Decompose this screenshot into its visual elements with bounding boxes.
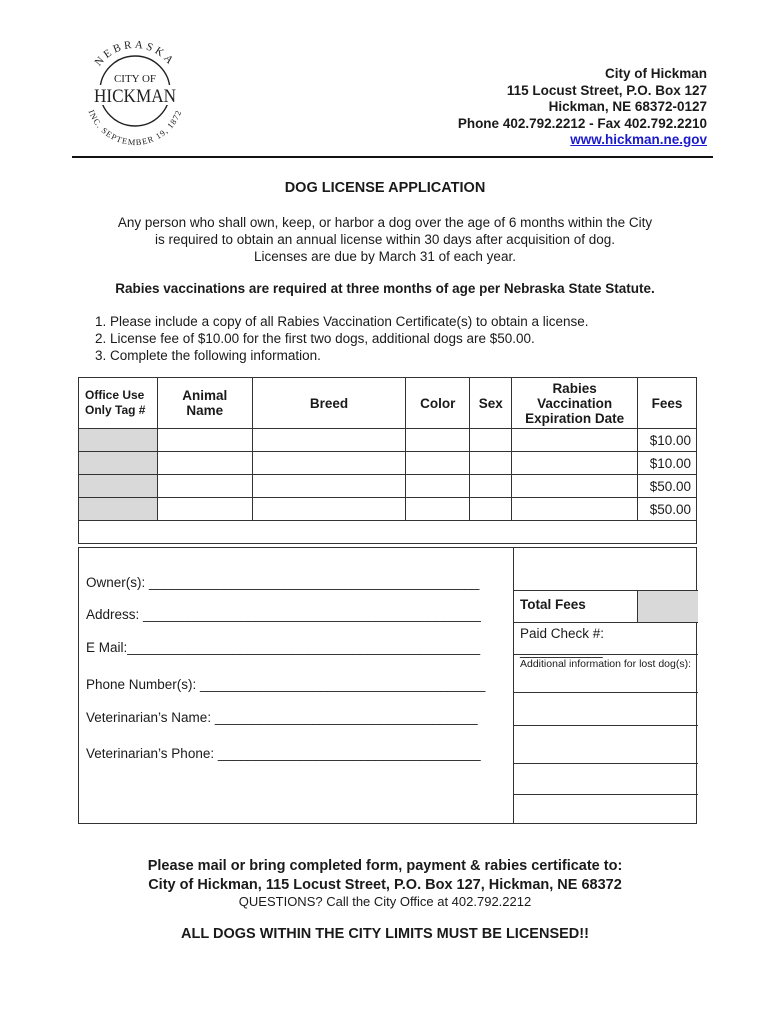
owner-field[interactable]: Owner(s): ____________________________________________ <box>86 575 480 590</box>
header-fees: Fees <box>638 378 697 429</box>
sex-cell[interactable] <box>470 452 512 475</box>
animal-name-cell[interactable] <box>157 429 252 452</box>
header-color: Color <box>406 378 470 429</box>
fee-cell: $10.00 <box>638 452 697 475</box>
seal-line1: CITY OF <box>113 73 157 85</box>
questions-text: QUESTIONS? Call the City Office at 402.792.2212 <box>238 894 532 909</box>
phone-field[interactable]: Phone Number(s): ______________________________________ <box>86 677 486 692</box>
spacer-cell <box>79 521 697 544</box>
mail-instructions <box>0 857 770 895</box>
fee-cell: $50.00 <box>638 475 697 498</box>
total-fees-label: Total Fees <box>513 590 638 622</box>
city-zip: Hickman, NE 68372-0127 <box>548 99 707 114</box>
rabies-date-cell[interactable] <box>512 429 638 452</box>
city-address-block <box>458 66 707 149</box>
vet-phone-field[interactable]: Veterinarian’s Phone: ___________________________________ <box>86 746 481 761</box>
additional-info-line[interactable] <box>513 763 698 794</box>
paid-check-label: Paid Check #: <box>520 626 605 641</box>
intro-line: Any person who shall own, keep, or harbor a dog over the age of 6 months within the City <box>117 215 653 230</box>
color-cell[interactable] <box>406 475 470 498</box>
svg-text:INC. SEPTEMBER 19, 1872 <box>86 108 183 147</box>
paid-check-line: ___________ <box>520 643 603 658</box>
sex-cell[interactable] <box>470 475 512 498</box>
intro-line: is required to obtain an annual license within 30 days after acquisition of dog. <box>154 232 616 247</box>
mail-line: Please mail or bring completed form, payment & rabies certificate to: <box>147 858 623 874</box>
animal-name-cell[interactable] <box>157 475 252 498</box>
header-sex: Sex <box>470 378 512 429</box>
rabies-date-cell[interactable] <box>512 452 638 475</box>
breed-cell[interactable] <box>252 475 406 498</box>
address-field[interactable]: Address: _____________________________________________ <box>86 607 481 622</box>
office-tag-cell <box>79 429 158 452</box>
breed-cell[interactable] <box>252 498 406 521</box>
header-rabies-expiration: Rabies Vaccination Expiration Date <box>512 378 638 429</box>
table-row <box>79 475 697 498</box>
city-website-link[interactable]: www.hickman.ne.gov <box>570 132 707 147</box>
color-cell[interactable] <box>406 429 470 452</box>
vet-name-field[interactable]: Veterinarian’s Name: ___________________________________ <box>86 710 478 725</box>
instructions-list <box>95 313 589 364</box>
table-row <box>79 429 697 452</box>
animal-name-cell[interactable] <box>157 452 252 475</box>
table-header-row <box>79 378 697 429</box>
instruction-item: 3. Complete the following information. <box>95 348 321 363</box>
additional-info-label: Additional information for lost dog(s): <box>513 654 698 692</box>
fee-cell: $10.00 <box>638 429 697 452</box>
city-seal-logo <box>78 34 192 148</box>
form-title: DOG LICENSE APPLICATION <box>284 180 486 196</box>
seal-arc-top: NEBRASKA <box>92 38 178 69</box>
breed-cell[interactable] <box>252 452 406 475</box>
office-tag-cell <box>79 475 158 498</box>
sex-cell[interactable] <box>470 429 512 452</box>
header-office-use: Office Use Only Tag # <box>79 378 158 429</box>
header-animal-name: Animal Name <box>157 378 252 429</box>
office-tag-cell <box>79 498 158 521</box>
owner-section <box>78 547 697 824</box>
header-breed: Breed <box>252 378 406 429</box>
office-tag-cell <box>79 452 158 475</box>
total-fees-box <box>638 590 698 623</box>
seal-arc-bottom: INC. SEPTEMBER 19, 1872 <box>86 108 184 148</box>
breed-cell[interactable] <box>252 429 406 452</box>
instruction-item: 2. License fee of $10.00 for the first two dogs, additional dogs are $50.00. <box>95 331 535 346</box>
mail-address: City of Hickman, 115 Locust Street, P.O. Box 127, Hickman, NE 68372 <box>148 877 622 893</box>
additional-info-line[interactable] <box>513 794 698 825</box>
table-spacer-row <box>79 521 697 544</box>
header-divider <box>72 156 713 158</box>
rabies-date-cell[interactable] <box>512 498 638 521</box>
table-row <box>79 452 697 475</box>
licensing-warning: ALL DOGS WITHIN THE CITY LIMITS MUST BE LICENSED!! <box>181 926 589 942</box>
fee-cell: $50.00 <box>638 498 697 521</box>
color-cell[interactable] <box>406 452 470 475</box>
table-row <box>79 498 697 521</box>
city-name: City of Hickman <box>604 66 707 81</box>
dog-info-table <box>78 377 697 544</box>
svg-text:NEBRASKA <box>93 39 178 69</box>
city-street: 115 Locust Street, P.O. Box 127 <box>506 82 707 98</box>
additional-info-line[interactable] <box>513 725 698 763</box>
animal-name-cell[interactable] <box>157 498 252 521</box>
instruction-item: 1. Please include a copy of all Rabies Vaccination Certificate(s) to obtain a license. <box>95 314 589 329</box>
color-cell[interactable] <box>406 498 470 521</box>
rabies-date-cell[interactable] <box>512 475 638 498</box>
seal-line2: HICKMAN <box>94 86 177 107</box>
intro-line: Licenses are due by March 31 of each year. <box>254 249 516 264</box>
city-phone: Phone 402.792.2212 - Fax 402.792.2210 <box>457 115 707 131</box>
intro-text <box>0 214 770 265</box>
rabies-requirement: Rabies vaccinations are required at three months of age per Nebraska State Statute. <box>115 281 655 296</box>
sex-cell[interactable] <box>470 498 512 521</box>
additional-info-line[interactable] <box>513 692 698 725</box>
email-field[interactable]: E Mail:_______________________________________________ <box>86 640 481 655</box>
